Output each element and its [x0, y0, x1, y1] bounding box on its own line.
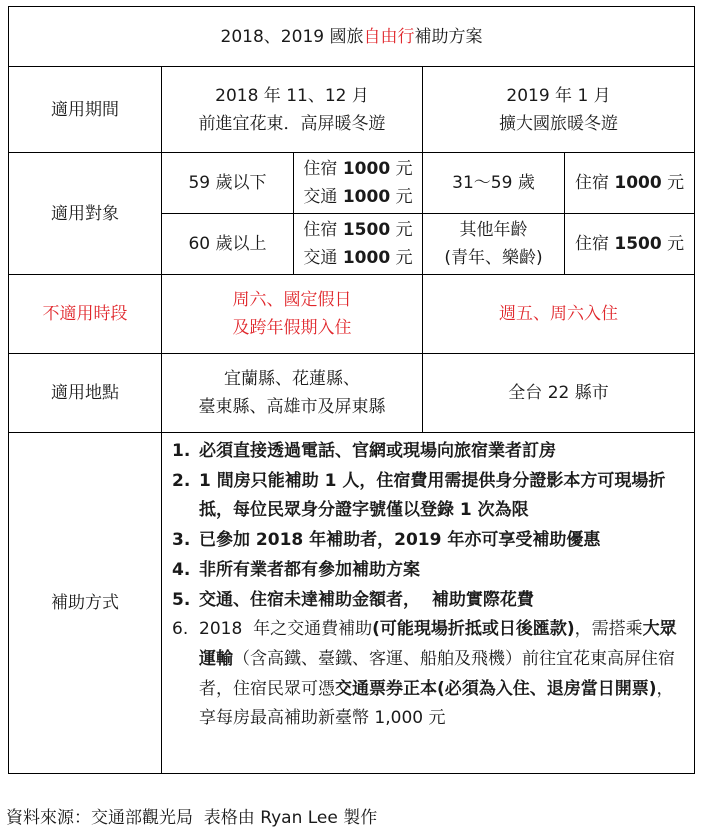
period-2018-program: 前進宜花東．高屏暖冬遊 [198, 113, 386, 134]
target-2019-amount-other: 住宿 1500 元 [565, 214, 695, 275]
age-other-note: (青年、樂齡) [444, 248, 543, 268]
exclude-2018 [162, 275, 423, 354]
method-item-5: 5. 交通、住宿未達補助金額者， 補助實際花費 [172, 589, 534, 610]
target-2019-amount-31-59: 住宿 1000 元 [565, 153, 695, 214]
method-list [162, 433, 695, 774]
target-2018-age-over60: 60 歲以上 [162, 214, 294, 275]
amount-line: 交通 1000 元 [303, 248, 413, 268]
target-label: 適用對象 [9, 153, 162, 275]
exclude-2019: 週五、周六入住 [423, 275, 695, 354]
period-2019-date: 2019 年 1 月 [506, 85, 611, 106]
target-2018-amounts-under59 [294, 153, 423, 214]
location-2018-line1: 宜蘭縣、花蓮縣、 [224, 369, 360, 389]
title-highlight: 自由行 [363, 26, 415, 47]
target-2019-age-31-59: 31～59 歲 [423, 153, 565, 214]
location-2018 [162, 354, 423, 433]
period-label: 適用期間 [9, 67, 162, 153]
period-2018 [162, 67, 423, 153]
method-item-6: 6. 2018 年之交通費補助(可能現場折抵或日後匯款)，需搭乘大眾運輸（含高鐵、臺鐵、客運、船舶及飛機）前往宜花東高屏住宿者，住宿民眾可憑交通票券正本(必須為入住、退房當日開票)，享每房最高補助新臺幣 1,000 元 [172, 619, 677, 729]
method-item-2: 2. 1 間房只能補助 1 人，住宿費用需提供身分證影本方可現場折抵，每位民眾身分證字號僅以登錄 1 次為限 [172, 470, 666, 521]
method-item-4: 4. 非所有業者都有參加補助方案 [172, 559, 420, 580]
period-2018-date: 2018 年 11、12 月 [215, 85, 369, 106]
exclude-label: 不適用時段 [9, 275, 162, 354]
title-prefix: 2018、2019 國旅 [220, 26, 364, 47]
location-2018-line2: 臺東縣、高雄市及屏東縣 [198, 397, 386, 417]
exclude-2018-line2: 及跨年假期入住 [232, 318, 352, 338]
subsidy-table [8, 6, 694, 773]
amount-line: 住宿 1000 元 [303, 159, 413, 179]
method-label: 補助方式 [9, 433, 162, 774]
method-item-3: 3. 已參加 2018 年補助者，2019 年亦可享受補助優惠 [172, 530, 601, 551]
amount-line: 住宿 1500 元 [303, 220, 413, 240]
target-2018-amounts-over60 [294, 214, 423, 275]
period-2019-program: 擴大國旅暖冬遊 [499, 113, 619, 134]
source-note: 資料來源：交通部觀光局 表格由 Ryan Lee 製作 [6, 808, 378, 828]
period-2019 [423, 67, 695, 153]
table-title [9, 7, 695, 67]
target-2018-age-under59: 59 歲以下 [162, 153, 294, 214]
amount-line: 交通 1000 元 [303, 187, 413, 207]
location-label: 適用地點 [9, 354, 162, 433]
exclude-2018-line1: 周六、國定假日 [232, 290, 352, 310]
location-2019: 全台 22 縣市 [423, 354, 695, 433]
title-suffix: 補助方案 [414, 26, 483, 47]
target-2019-age-other [423, 214, 565, 275]
method-item-1: 1. 必須直接透過電話、官網或現場向旅宿業者訂房 [172, 441, 556, 461]
age-other-label: 其他年齡 [459, 220, 528, 240]
